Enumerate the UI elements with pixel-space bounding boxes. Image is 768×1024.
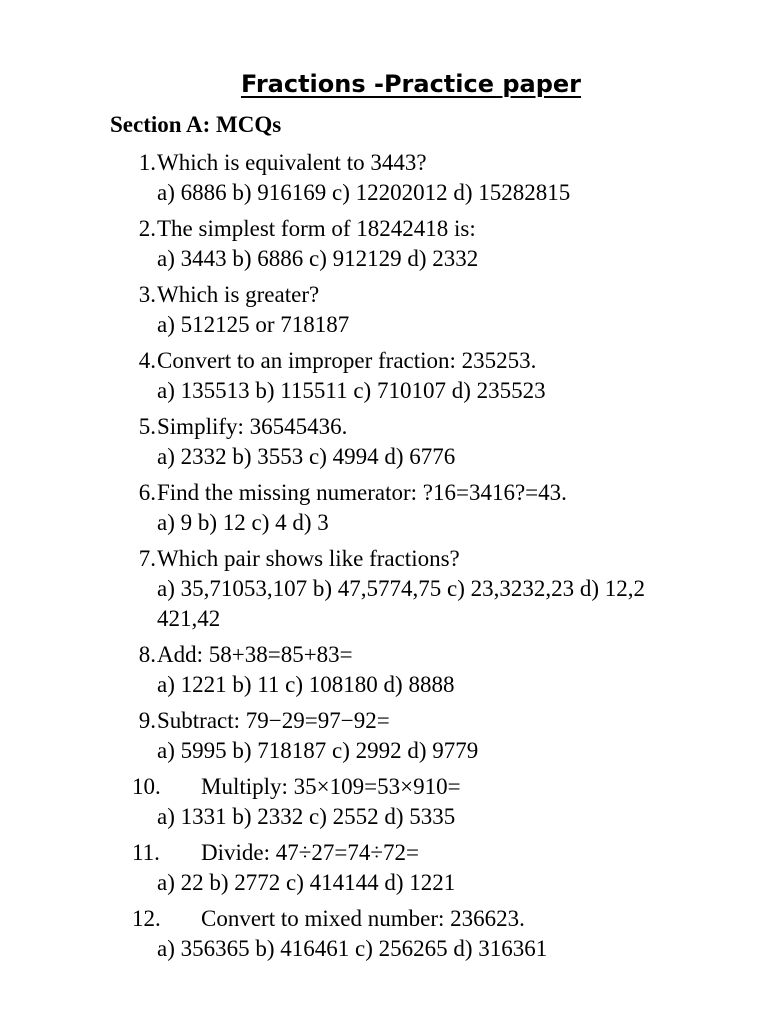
question-number: 7. [138,546,156,571]
question-options: a) 2332 b) 3553 c) 4994 d) 6776 [157,444,456,469]
question-number: 3. [138,282,156,307]
question-text: Which is equivalent to 3443? [157,150,427,175]
question-text: Multiply: 35×109=53×910= [201,774,461,799]
question-options: a) 1331 b) 2332 c) 2552 d) 5335 [157,804,456,829]
question-number: 8. [138,642,156,667]
question-text: Simplify: 36545436. [157,414,348,439]
question-number: 11. [132,840,160,865]
question-text: Find the missing numerator: ?16=3416?=43. [157,480,567,505]
question-list [0,148,768,970]
question-item [0,214,768,274]
question-options: a) 356365 b) 416461 c) 256265 d) 316361 [157,936,548,961]
question-text: Convert to an improper fraction: 235253. [157,348,537,373]
question-text: Divide: 47÷27=74÷72= [201,840,419,865]
page-title: Fractions -Practice paper [240,70,582,98]
question-item [0,904,768,964]
question-number: 6. [138,480,156,505]
question-text: The simplest form of 18242418 is: [157,216,476,241]
question-options: a) 135513 b) 115511 c) 710107 d) 235523 [157,378,546,403]
question-options: a) 1221 b) 11 c) 108180 d) 8888 [157,672,455,697]
question-options: a) 512125 or 718187 [157,312,350,337]
question-item [0,838,768,898]
question-text: Subtract: 79−29=97−92= [157,708,390,733]
question-item [0,706,768,766]
question-text: Which pair shows like fractions? [157,546,460,571]
question-item [0,148,768,208]
question-number: 10. [132,774,161,799]
question-number: 9. [138,708,156,733]
question-options: a) 22 b) 2772 c) 414144 d) 1221 [157,870,456,895]
question-text: Convert to mixed number: 236623. [201,906,525,931]
question-text: Add: 58+38=85+83= [157,642,353,667]
question-item [0,772,768,832]
question-item [0,280,768,340]
question-number: 2. [138,216,156,241]
question-number: 5. [138,414,156,439]
question-number: 4. [138,348,156,373]
section-heading: Section A: MCQs [110,112,282,137]
question-options: a) 9 b) 12 c) 4 d) 3 [157,510,329,535]
question-number: 1. [138,150,156,175]
question-item [0,346,768,406]
question-text: Which is greater? [157,282,320,307]
question-item [0,412,768,472]
question-options: a) 5995 b) 718187 c) 2992 d) 9779 [157,738,479,763]
question-item [0,544,768,634]
question-item [0,478,768,538]
question-number: 12. [132,906,161,931]
question-options: a) 35,71053,107 b) 47,5774,75 c) 23,3232,23 d) 12,2 421,42 [157,576,646,631]
question-item [0,640,768,700]
question-options: a) 6886 b) 916169 c) 12202012 d) 15282815 [157,180,571,205]
question-options: a) 3443 b) 6886 c) 912129 d) 2332 [157,246,479,271]
